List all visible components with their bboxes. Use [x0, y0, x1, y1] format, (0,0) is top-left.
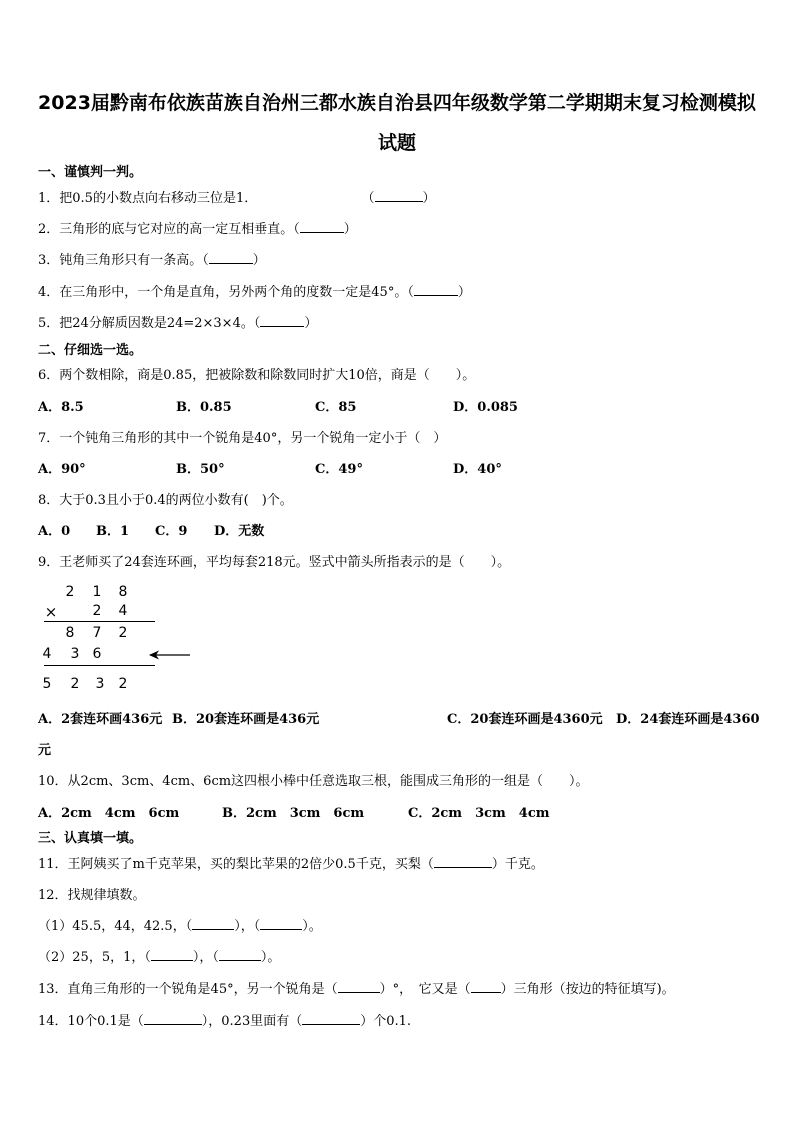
digit: 7 [92, 625, 102, 641]
question-5: 5．把24分解质因数是24=2×3×4。（ ） [38, 316, 318, 331]
answer-blank[interactable] [414, 283, 458, 296]
answer-blank[interactable] [219, 948, 261, 961]
digit: 8 [65, 625, 75, 641]
question-11: 11．王阿姨买了m千克苹果，买的梨比苹果的2倍少0.5千克，买梨（ ）千克。 [38, 857, 544, 872]
option-b[interactable]: B．50° [176, 462, 225, 477]
option-d-wrap: 元 [38, 743, 52, 758]
answer-blank[interactable] [300, 220, 344, 233]
question-8: 8．大于0.3且小于0.4的两位小数有( )个。 [38, 493, 293, 508]
option-d[interactable]: D．无数 [214, 524, 265, 539]
digit: 2 [65, 584, 75, 600]
answer-blank[interactable] [209, 251, 253, 264]
option-a[interactable]: A．0 [38, 524, 71, 539]
option-a[interactable]: A．2cm 4cm 6cm [38, 806, 180, 821]
section-heading-judge: 一、谨慎判一判。 [38, 165, 143, 180]
answer-blank[interactable] [151, 948, 193, 961]
question-12: 12．找规律填数。 [38, 888, 146, 903]
digit: 2 [118, 676, 128, 692]
answer-blank[interactable] [260, 314, 304, 327]
digit: 2 [92, 603, 102, 619]
option-a[interactable]: A．8.5 [38, 400, 84, 415]
question-2: 2．三角形的底与它对应的高一定互相垂直。（ ） [38, 222, 357, 237]
question-3: 3．钝角三角形只有一条高。（ ） [38, 253, 266, 268]
option-c[interactable]: C．85 [315, 400, 357, 415]
option-b[interactable]: B．20套连环画是436元 [172, 712, 320, 727]
calc-rule [44, 621, 155, 622]
question-12-part-1: （1）45.5，44，42.5，（ ），（ ）。 [38, 919, 322, 934]
question-9: 9．王老师买了24套连环画，平均每套218元。竖式中箭头所指表示的是（ ）。 [38, 555, 511, 570]
option-c[interactable]: C．20套连环画是4360元 [447, 712, 603, 727]
option-d[interactable]: D．24套连环画是4360 [616, 712, 760, 727]
answer-blank[interactable] [260, 917, 302, 930]
digit: 1 [92, 584, 102, 600]
option-b[interactable]: B．2cm 3cm 6cm [222, 806, 365, 821]
answer-blank[interactable] [338, 980, 380, 993]
option-a[interactable]: A．2套连环画436元 [38, 712, 163, 727]
option-d[interactable]: D．0.085 [453, 400, 518, 415]
question-10: 10．从2cm、3cm、4cm、6cm这四根小棒中任意选取三根，能围成三角形的一组是（ ）。 [38, 774, 589, 789]
digit: 6 [92, 646, 102, 662]
answer-blank[interactable] [375, 189, 423, 202]
calc-rule [44, 665, 155, 666]
answer-blank[interactable] [434, 855, 492, 868]
option-c[interactable]: C．9 [155, 524, 188, 539]
option-a[interactable]: A．90° [38, 462, 86, 477]
question-7: 7．一个钝角三角形的其中一个锐角是40°，另一个锐角一定小于（ ） [38, 431, 447, 446]
digit: 8 [118, 584, 128, 600]
digit: 4 [118, 603, 128, 619]
arrow-left-icon [146, 648, 192, 662]
answer-blank[interactable] [192, 917, 234, 930]
question-4: 4．在三角形中，一个角是直角，另外两个角的度数一定是45°。（ ） [38, 285, 471, 300]
question-6: 6．两个数相除，商是0.85，把被除数和除数同时扩大10倍，商是（ ）。 [38, 368, 476, 383]
question-13: 13．直角三角形的一个锐角是45°，另一个锐角是（ ）°， 它又是（ ）三角形（按边的特征填写)。 [38, 982, 675, 997]
option-c[interactable]: C．2cm 3cm 4cm [408, 806, 550, 821]
option-b[interactable]: B．1 [96, 524, 130, 539]
question-14: 14．10个0.1是（ ），0.23里面有（ ）个0.1. [38, 1014, 412, 1029]
answer-blank[interactable] [471, 980, 501, 993]
option-b[interactable]: B．0.85 [176, 400, 232, 415]
section-heading-choose: 二、仔细选一选。 [38, 343, 143, 358]
digit: 2 [118, 625, 128, 641]
multiply-sign: × [44, 603, 58, 621]
digit: 2 [70, 676, 80, 692]
digit: 5 [42, 676, 52, 692]
section-heading-fill: 三、认真填一填。 [38, 831, 143, 846]
page-title: 2023届黔南布依族苗族自治州三都水族自治县四年级数学第二学期期末复习检测模拟 [38, 92, 756, 114]
question-text: 1．把0.5的小数点向右移动三位是1． [38, 191, 258, 206]
digit: 3 [70, 646, 80, 662]
option-d[interactable]: D．40° [453, 462, 502, 477]
answer-blank[interactable] [302, 1012, 360, 1025]
option-c[interactable]: C．49° [315, 462, 363, 477]
page-title-line2: 试题 [377, 132, 416, 154]
digit: 3 [95, 676, 105, 692]
question-1: 1．把0.5的小数点向右移动三位是1． （ ） [38, 191, 436, 206]
digit: 4 [42, 646, 52, 662]
answer-blank[interactable] [144, 1012, 202, 1025]
question-12-part-2: （2）25，5，1，（ ），（ ）。 [38, 950, 281, 965]
